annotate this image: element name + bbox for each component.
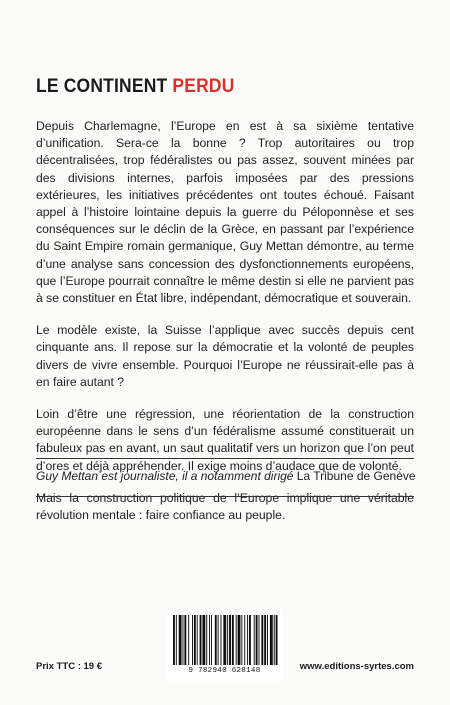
blurb-paragraph-3: Loin d’être une régression, une réorientation de la construction européenne dans le sens d’un fédéralisme assumé constituerait un fabuleux pas en avant, un saut qualitatif vers un horizon que l’on peut d’ores et déjà appréhender. Il exige moins d’audace que de volonté. [36,407,414,473]
book-title [36,76,235,98]
title-main: LE CONTINENT [36,76,173,97]
barcode-bar [229,615,231,665]
barcode-bar [173,615,175,665]
barcode-bar [256,615,258,665]
barcode-bar [232,615,234,665]
barcode-bar [261,615,263,665]
barcode-bar [276,615,278,665]
author-note-publication: La Tribune de Genève [296,469,416,483]
barcode-bar [200,615,202,665]
barcode-bar [192,615,193,665]
barcode-bar [176,615,177,665]
barcode-bar [244,615,245,665]
barcode-bar [179,615,182,665]
barcode-bar [202,615,205,665]
price-label: Prix TTC : 19 € [36,661,102,672]
isbn-digits: 9 782940 628148 [188,667,261,675]
divider-top [36,458,414,459]
barcode-bar [221,615,222,665]
barcode-bar [227,615,228,665]
barcode-bar [218,615,219,665]
barcode-bar [215,615,217,665]
barcode-bar [274,615,275,665]
barcode-bar [206,615,207,665]
blurb-paragraph-1: Depuis Charlemagne, l’Europe en est à sa sixième tentative d’unification. Sera-ce la bonne ? Trop autoritaires ou trop décentralisées, trop fédéralistes ou pas assez, souvent minées par des divisions internes, parfois imposées par des pressions extérieures, les initiatives précédentes ont toutes échoué. Faisant appel à l’histoire lointaine depuis la guerre du Péloponnèse et ses conséquences sur le déclin de la Grèce, en passant par l’expérience du Saint Empire romain germanique, Guy Mettan démontre, au terme d’une analyse sans concession des dysfonctionnements européens, que l’Europe pourrait connaître le même destin si elle ne parvient pas à se constituer en État libre, indépendant, démocratique et souverain. [36,119,414,306]
barcode-bar [194,615,196,665]
blurb-paragraph-4: Mais la construction politique de l’Europe implique une véritable révolution mentale : faire confiance au peuple. [36,490,414,523]
author-note [36,468,414,484]
barcode-bar [247,615,248,665]
barcode-bars [167,611,282,667]
barcode-bar [188,615,189,665]
divider-bottom [36,496,414,497]
barcode-bar [238,615,241,665]
title-accent: PERDU [172,76,235,97]
blurb-paragraph-2: Le modèle existe, la Suisse l’applique avec succès depuis cent cinquante ans. Il repose sur la démocratie et la volonté de peuples divers de vivre ensemble. Pourquoi l’Europe ne réussirait-elle pas à en faire autant ? [36,323,414,389]
barcode-bar [184,615,186,665]
barcode-bar [197,615,198,665]
barcode-bar [209,615,210,665]
barcode-bar [236,615,237,665]
barcode-bar [259,615,260,665]
barcode-bar [249,615,251,665]
barcode-bar [264,615,266,665]
barcode-bar [267,615,268,665]
barcode-bar [223,615,226,665]
barcode-bar [211,615,212,665]
barcode-bar [254,615,255,665]
barcode-bar [270,615,273,665]
author-note-italic: Guy Mettan est journaliste, il a notamment dirigé [36,469,297,483]
barcode-bar [241,615,242,665]
barcode-bar [183,615,184,665]
publisher-website: www.editions-syrtes.com [299,661,414,672]
